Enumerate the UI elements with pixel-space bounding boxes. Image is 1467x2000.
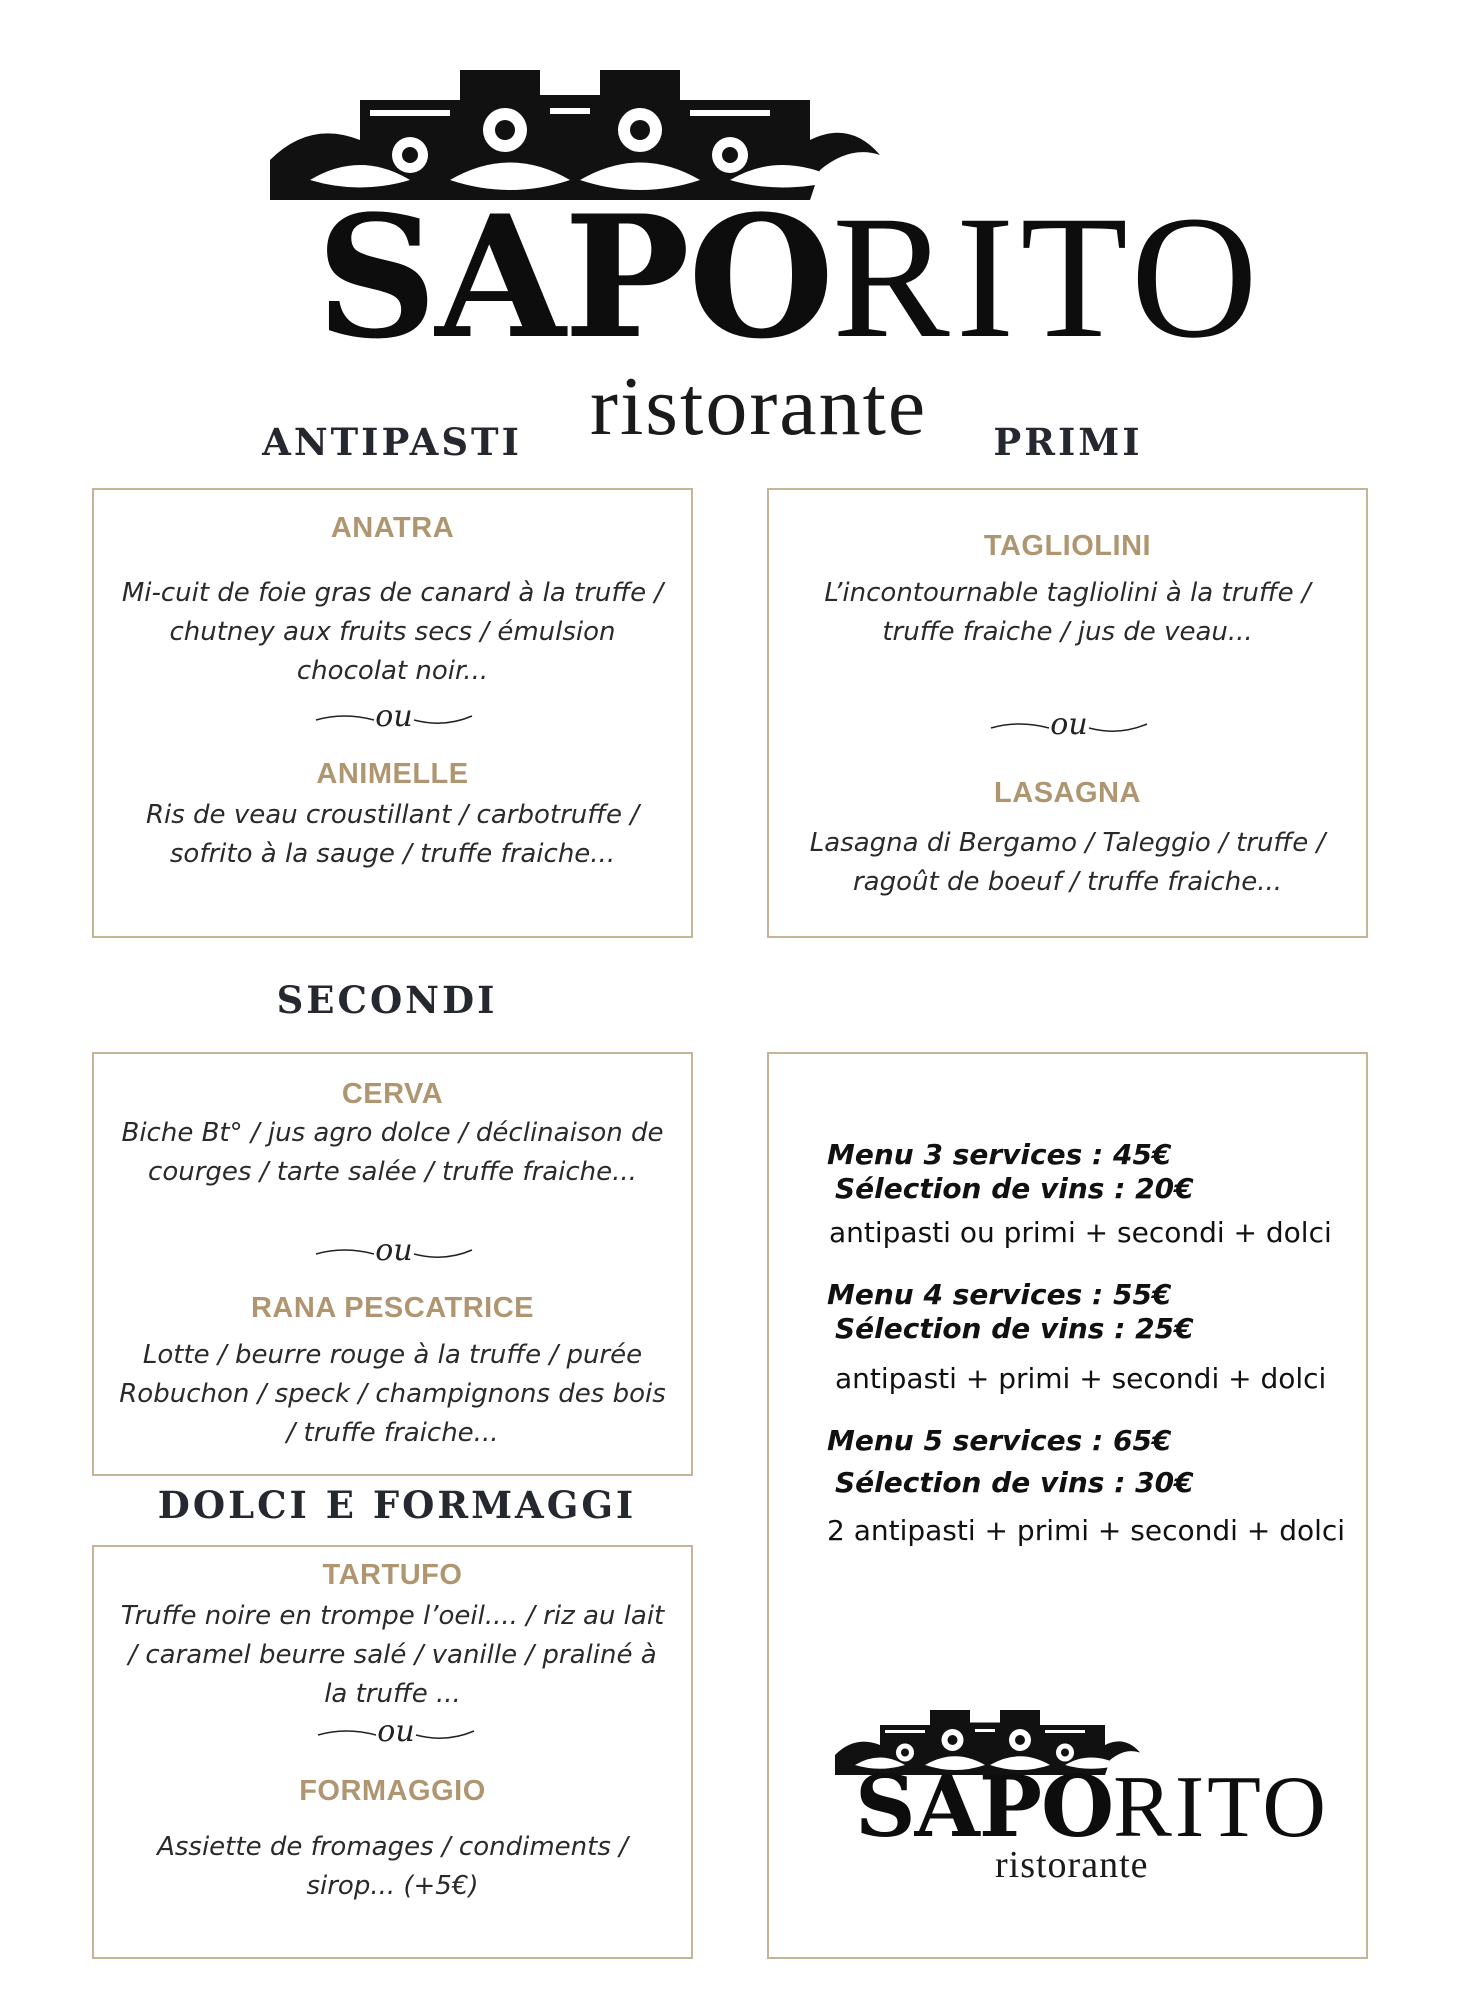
brand-wordmark <box>316 178 1264 376</box>
formula-detail: antipasti ou primi + secondi + dolci <box>829 1216 1332 1249</box>
dish-description: Assiette de fromages / condiments / sirop... (+5€) <box>157 1832 628 1901</box>
heading-antipasti: ANTIPASTI <box>262 420 522 464</box>
separator-word: ou <box>375 700 413 734</box>
separator-ou-icon <box>316 1715 476 1749</box>
antipasti-box <box>92 488 693 938</box>
secondi-box <box>92 1052 693 1476</box>
dish-title: TAGLIOLINI <box>983 530 1152 562</box>
dish-title: CERVA <box>341 1078 444 1110</box>
formula-title: Menu 5 services : 65€ <box>827 1424 1172 1457</box>
heading-dolci: DOLCI E FORMAGGI <box>157 1483 637 1527</box>
separator-word: ou <box>377 1715 415 1749</box>
brand-name-thin: RITO <box>1113 1759 1329 1856</box>
brand-subtitle: ristorante <box>590 360 928 453</box>
formula-detail: antipasti + primi + secondi + dolci <box>835 1362 1327 1395</box>
brand-subtitle: ristorante <box>995 1844 1149 1886</box>
separator-word: ou <box>375 1234 413 1268</box>
brand-name-bold: SAPO <box>316 178 833 376</box>
separator-ou-icon <box>314 700 474 734</box>
dish-title: RANA PESCATRICE <box>250 1292 534 1324</box>
dish-description: Lotte / beurre rouge à la truffe / purée Robuchon / speck / champignons des bois / truffe fraiche... <box>119 1340 666 1448</box>
formula-wine: Sélection de vins : 30€ <box>835 1466 1194 1499</box>
dish-description: Truffe noire en trompe l’oeil.... / riz au lait / caramel beurre salé / vanille / praliné à la truffe ... <box>120 1601 665 1709</box>
brand-name-bold: SAPO <box>855 1757 1114 1856</box>
formula-wine: Sélection de vins : 20€ <box>835 1172 1194 1205</box>
formula-wine: Sélection de vins : 25€ <box>835 1312 1194 1345</box>
dish-title: ANATRA <box>330 512 455 544</box>
dish-description: L’incontournable tagliolini à la truffe / truffe fraiche / jus de veau... <box>824 578 1311 647</box>
brand-logo-small <box>825 1700 1329 1886</box>
dish-title: LASAGNA <box>994 777 1141 809</box>
heading-primi: PRIMI <box>993 420 1143 464</box>
dish-description: Lasagna di Bergamo / Taleggio / truffe / ragoût de boeuf / truffe fraiche... <box>809 828 1326 897</box>
formula-title: Menu 3 services : 45€ <box>827 1138 1172 1171</box>
brand-wordmark <box>855 1757 1329 1856</box>
formula-detail: 2 antipasti + primi + secondi + dolci <box>827 1514 1346 1547</box>
formula-title: Menu 4 services : 55€ <box>827 1278 1172 1311</box>
separator-word: ou <box>1050 708 1088 742</box>
heading-secondi: SECONDI <box>276 978 498 1022</box>
separator-ou-icon <box>989 708 1149 742</box>
dish-description: Ris de veau croustillant / carbotruffe / sofrito à la sauge / truffe fraiche... <box>145 800 640 869</box>
dish-title: ANIMELLE <box>316 758 469 790</box>
dish-title: TARTUFO <box>322 1559 463 1591</box>
dolci-box <box>92 1545 693 1959</box>
brand-name-thin: RITO <box>832 180 1264 375</box>
primi-box <box>767 488 1368 938</box>
dish-title: FORMAGGIO <box>299 1775 486 1807</box>
separator-ou-icon <box>314 1234 474 1268</box>
dish-description: Mi-cuit de foie gras de canard à la truffe / chutney aux fruits secs / émulsion chocolat noir... <box>121 578 664 686</box>
dish-description: Biche Bt° / jus agro dolce / déclinaison de courges / tarte salée / truffe fraiche... <box>121 1118 664 1187</box>
